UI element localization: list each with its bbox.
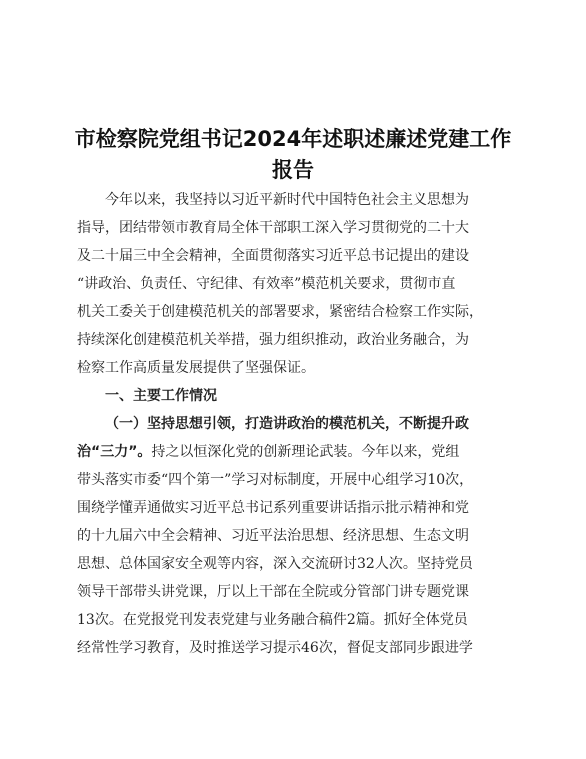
body-line: 思想、总体国家安全观等内容，深入交流研讨32人次。坚持党员 [77,556,473,572]
intro-line: “讲政治、负责任、守纪律、有效率”模范机关要求，贯彻市直 [77,276,456,292]
section-heading: 一、主要工作情况 [105,388,217,404]
document-body [77,186,517,662]
body-line: 的十九届六中全会精神、习近平法治思想、经济思想、生态文明 [77,528,469,544]
document-title [70,124,516,186]
body-line: 带头落实市委“四个第一”学习对标制度，开展中心组学习10次， [77,472,474,488]
body-line: 领导干部带头讲党课，厅以上干部在全院或分管部门讲专题党课 [77,584,469,600]
intro-line: 检察工作高质量发展提供了坚强保证。 [77,360,315,376]
intro-line: 今年以来，我坚持以习近平新时代中国特色社会主义思想为 [105,192,469,208]
body-line: 经常性学习教育，及时推送学习提示46次，督促支部同步跟进学 [77,640,473,656]
subsection-text: 持之以恒深化党的创新理论武装。今年以来，党组 [151,444,460,460]
intro-line: 及二十届三中全会精神，全面贯彻落实习近平总书记提出的建设 [77,248,469,264]
title-line-1: 市检察院党组书记2024年述职述廉述党建工作 [74,127,512,151]
intro-line: 指导，团结带领市教育局全体干部职工深入学习贯彻党的二十大 [77,220,469,236]
intro-line: 持续深化创建模范机关举措，强力组织推动，政治业务融合，为 [77,332,469,348]
subsection-heading-line: （一）坚持思想引领，打造讲政治的模范机关，不断提升政 [105,416,469,432]
title-line-2: 报告 [272,158,314,182]
subsection-line [77,438,517,466]
body-line: 围绕学懂弄通做实习近平总书记系列重要讲话指示批示精神和党 [77,500,469,516]
body-line: 13次。在党报党刊发表党建与业务融合稿件2篇。抓好全体党员 [77,612,468,628]
subsection-heading-end: 治“三力”。 [77,444,152,460]
intro-line: 机关工委关于创建模范机关的部署要求，紧密结合检察工作实际， [77,304,483,320]
